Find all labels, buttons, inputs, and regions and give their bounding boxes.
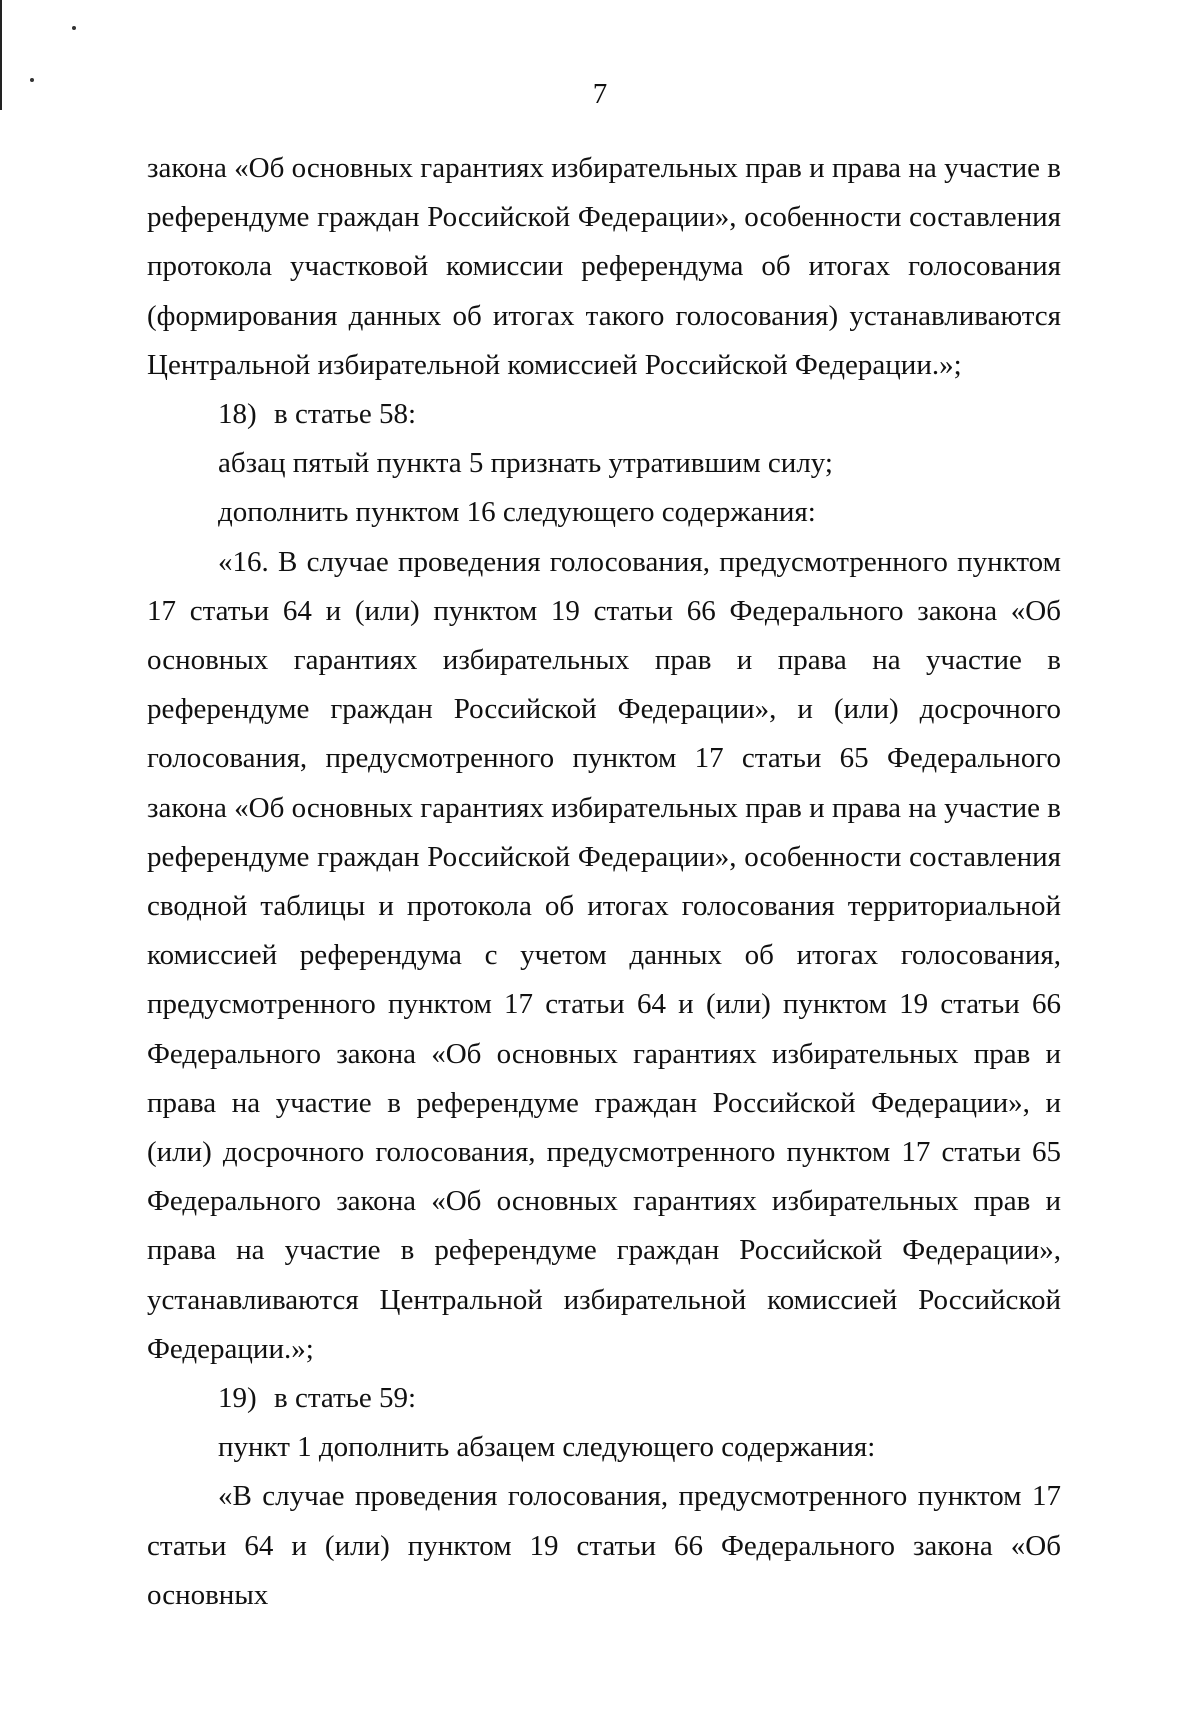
paragraph-quote: «В случае проведения голосования, предусмотренного пунктом 17 статьи 64 и (или) пунктом 19 статьи 66 Федерального закона «Об основных xyxy=(147,1480,1061,1611)
list-item-number: 19) xyxy=(218,1382,257,1415)
paragraph: пункт 1 дополнить абзацем следующего содержания: xyxy=(218,1431,876,1464)
paragraph-continuation: закона «Об основных гарантиях избирательных прав и права на участие в референдуме граждан Российской Федерации», особенности составления протокола участковой комиссии референдума об итогах голосования (формирования данных об итогах такого голосования) устанавливаются Центральной избирательной комиссией Российской Федерации.»; xyxy=(147,152,1061,381)
list-item-text: в статье 58: xyxy=(274,398,417,431)
scan-speck xyxy=(72,26,76,30)
paragraph-point-16: «16. В случае проведения голосования, предусмотренного пунктом 17 статьи 64 и (или) пунктом 19 статьи 66 Федерального закона «Об основных гарантиях избирательных прав и права на участие в референдуме граждан Российской Федерации», и (или) досрочного голосования, предусмотренного пунктом 17 статьи 65 Федерального закона «Об основных гарантиях избирательных прав и права на участие в референдуме граждан Российской Федерации», особенности составления сводной таблицы и протокола об итогах голосования территориальной комиссией референдума с учетом данных об итогах голосования, предусмотренного пунктом 17 статьи 64 и (или) пунктом 19 статьи 66 Федерального закона «Об основных гарантиях избирательных прав и права на участие в референдуме граждан Российской Федерации», и (или) досрочного голосования, предусмотренного пунктом 17 статьи 65 Федерального закона «Об основных гарантиях избирательных прав и права на участие в референдуме граждан Российской Федерации», устанавливаются Центральной избирательной комиссией Российской Федерации.»; xyxy=(147,545,1061,1365)
list-item-text: в статье 59: xyxy=(274,1382,417,1415)
list-item-18 xyxy=(147,390,1061,439)
list-item-19 xyxy=(147,1374,1061,1423)
page-number: 7 xyxy=(592,78,608,110)
paragraph: дополнить пунктом 16 следующего содержания: xyxy=(218,496,816,529)
paragraph: абзац пятый пункта 5 признать утратившим силу; xyxy=(218,447,833,480)
list-item-number: 18) xyxy=(218,398,257,431)
document-body xyxy=(147,144,1061,1620)
